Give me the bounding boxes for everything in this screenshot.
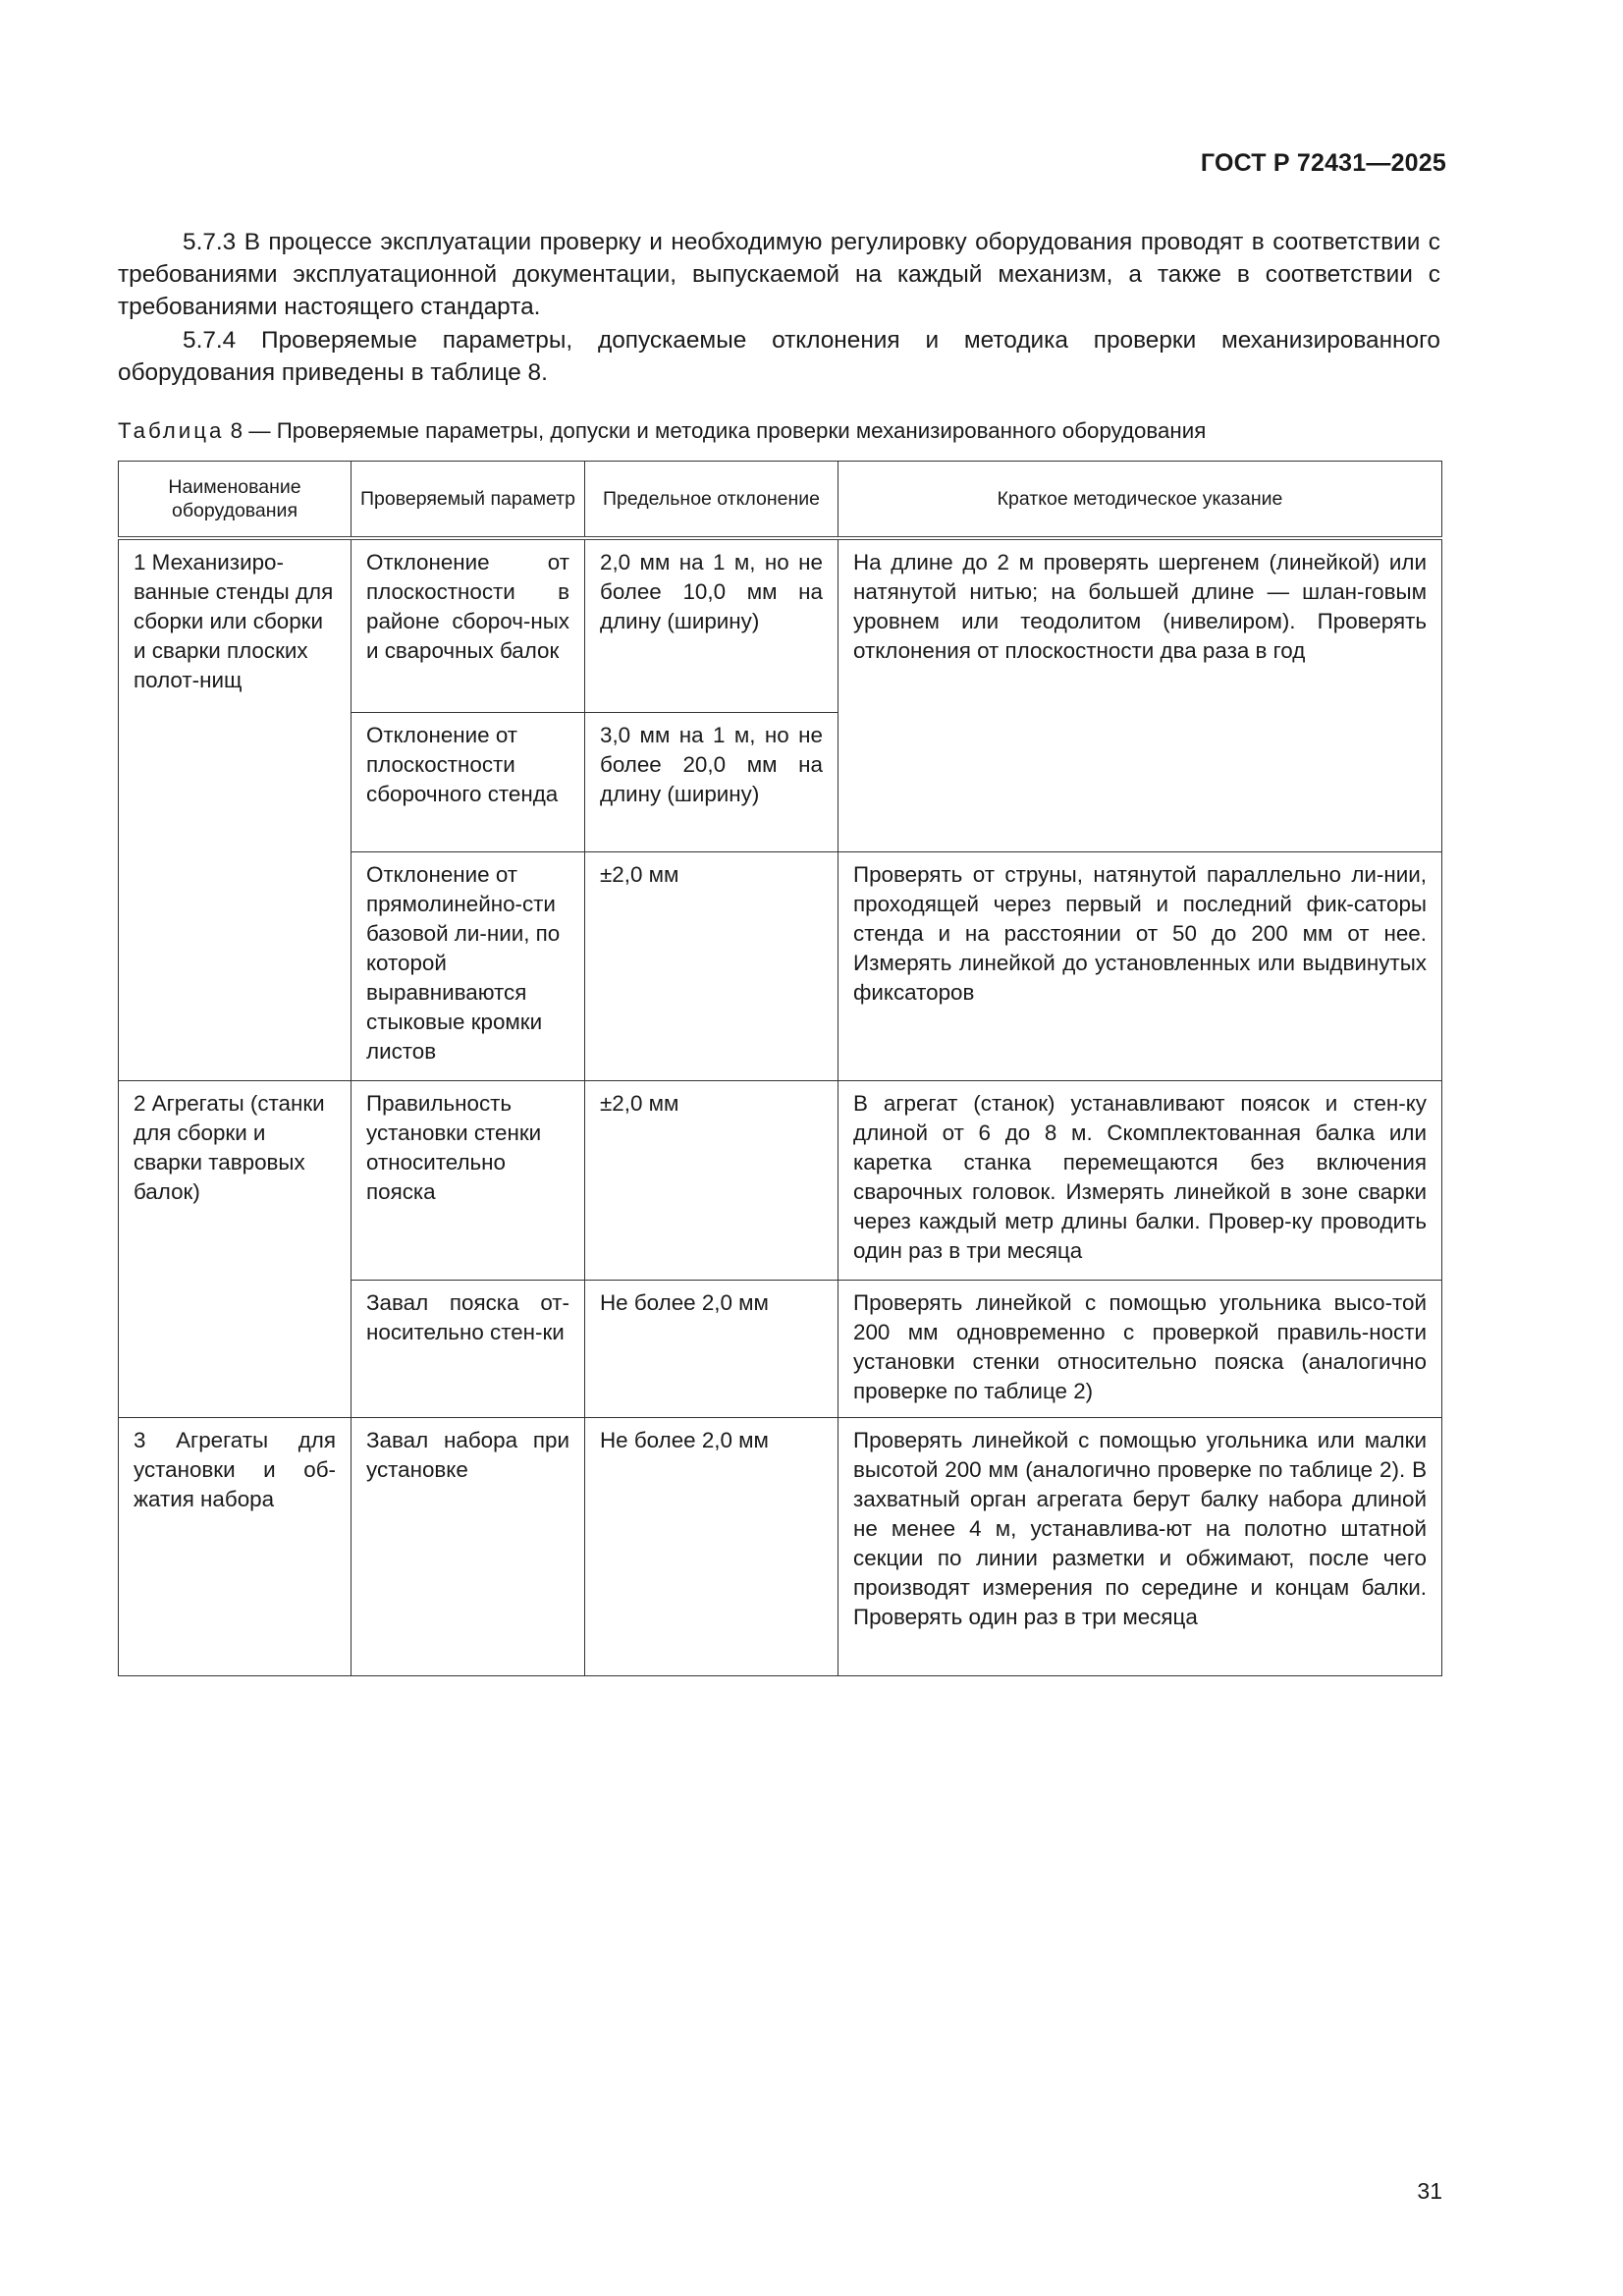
table-row [119, 1080, 1442, 1280]
method-cell: Проверять линейкой с помощью угольника высо-той 200 мм одновременно с проверкой правиль-ности установки стенки относительно пояска (аналогично проверке по таблице 2) [839, 1280, 1442, 1417]
equipment-cell: 3 Агрегаты для установки и об-жатия набора [119, 1417, 352, 1675]
paragraph-text: 5.7.4 Проверяемые параметры, допускаемые отклонения и методика проверки механизированного оборудования приведены в таблице 8. [118, 327, 1440, 386]
header-method: Краткое методическое указание [839, 462, 1442, 539]
table-header-row [119, 462, 1442, 539]
header-equipment: Наименование оборудования [119, 462, 352, 539]
table-caption-text: 8 — Проверяемые параметры, допуски и методика проверки механизированного оборудования [230, 418, 1207, 443]
method-cell: На длине до 2 м проверять шергенем (линейкой) или натянутой нитью; на большей длине — шлан-говым уровнем или теодолитом (нивелиром). Проверять отклонения от плоскостности два раза в год [839, 538, 1442, 851]
method-cell: Проверять линейкой с помощью угольника или малки высотой 200 мм (аналогично проверке по таблице 2). В захватный орган агрегата берут балку набора длиной не менее 4 м, устанавлива-ют на полотно штатной секции по линии разметки и обжимают, после чего производят измерения по середине и концам балки. Проверять один раз в три месяца [839, 1417, 1442, 1675]
deviation-cell: Не более 2,0 мм [585, 1280, 839, 1417]
equipment-cell: 2 Агрегаты (станки для сборки и сварки тавровых балок) [119, 1080, 352, 1417]
method-cell: Проверять от струны, натянутой параллельно ли-нии, проходящей через первый и последний фик-саторы стенда и на расстоянии от 50 до 200 мм от нее. Измерять линейкой до установленных или выдвинутых фиксаторов [839, 851, 1442, 1080]
equipment-check-table [118, 461, 1442, 1676]
page-number: 31 [1417, 2178, 1442, 2204]
table-row [119, 538, 1442, 712]
parameter-cell: Отклонение от прямолинейно-сти базовой ли-нии, по которой выравниваются стыковые кромки листов [352, 851, 585, 1080]
parameter-cell: Завал пояска от-носительно стен-ки [352, 1280, 585, 1417]
deviation-cell: ±2,0 мм [585, 1080, 839, 1280]
paragraph-5-7-4 [118, 324, 1440, 389]
equipment-cell: 1 Механизиро-ванные стенды для сборки или сборки и сварки плоских полот-нищ [119, 538, 352, 1080]
header-deviation: Предельное отклонение [585, 462, 839, 539]
deviation-cell: 3,0 мм на 1 м, но не более 20,0 мм на длину (ширину) [585, 712, 839, 851]
parameter-cell: Отклонение от плоскостности сборочного стенда [352, 712, 585, 851]
table-row [119, 1417, 1442, 1675]
parameter-cell: Отклонение от плоскостности в районе сбороч-ных и сварочных балок [352, 538, 585, 712]
deviation-cell: Не более 2,0 мм [585, 1417, 839, 1675]
deviation-cell: 2,0 мм на 1 м, но не более 10,0 мм на длину (ширину) [585, 538, 839, 712]
paragraph-text: 5.7.3 В процессе эксплуатации проверку и необходимую регулировку оборудования проводят в соответствии с требованиями эксплуатационной документации, выпускаемой на каждый механизм, а также в соответствии с требованиями настоящего стандарта. [118, 229, 1440, 320]
parameter-cell: Правильность установки стенки относительно пояска [352, 1080, 585, 1280]
document-code: ГОСТ Р 72431—2025 [1200, 149, 1446, 177]
table-caption [118, 416, 1206, 446]
method-cell: В агрегат (станок) устанавливают поясок и стен-ку длиной от 6 до 8 м. Скомплектованная балка или каретка станка перемещаются без включения сварочных головок. Измерять линейкой в зоне сварки через каждый метр длины балки. Провер-ку проводить один раз в три месяца [839, 1080, 1442, 1280]
table-caption-label: Таблица [118, 418, 225, 443]
parameter-cell: Завал набора при установке [352, 1417, 585, 1675]
header-parameter: Проверяемый параметр [352, 462, 585, 539]
deviation-cell: ±2,0 мм [585, 851, 839, 1080]
paragraph-5-7-3 [118, 226, 1440, 323]
